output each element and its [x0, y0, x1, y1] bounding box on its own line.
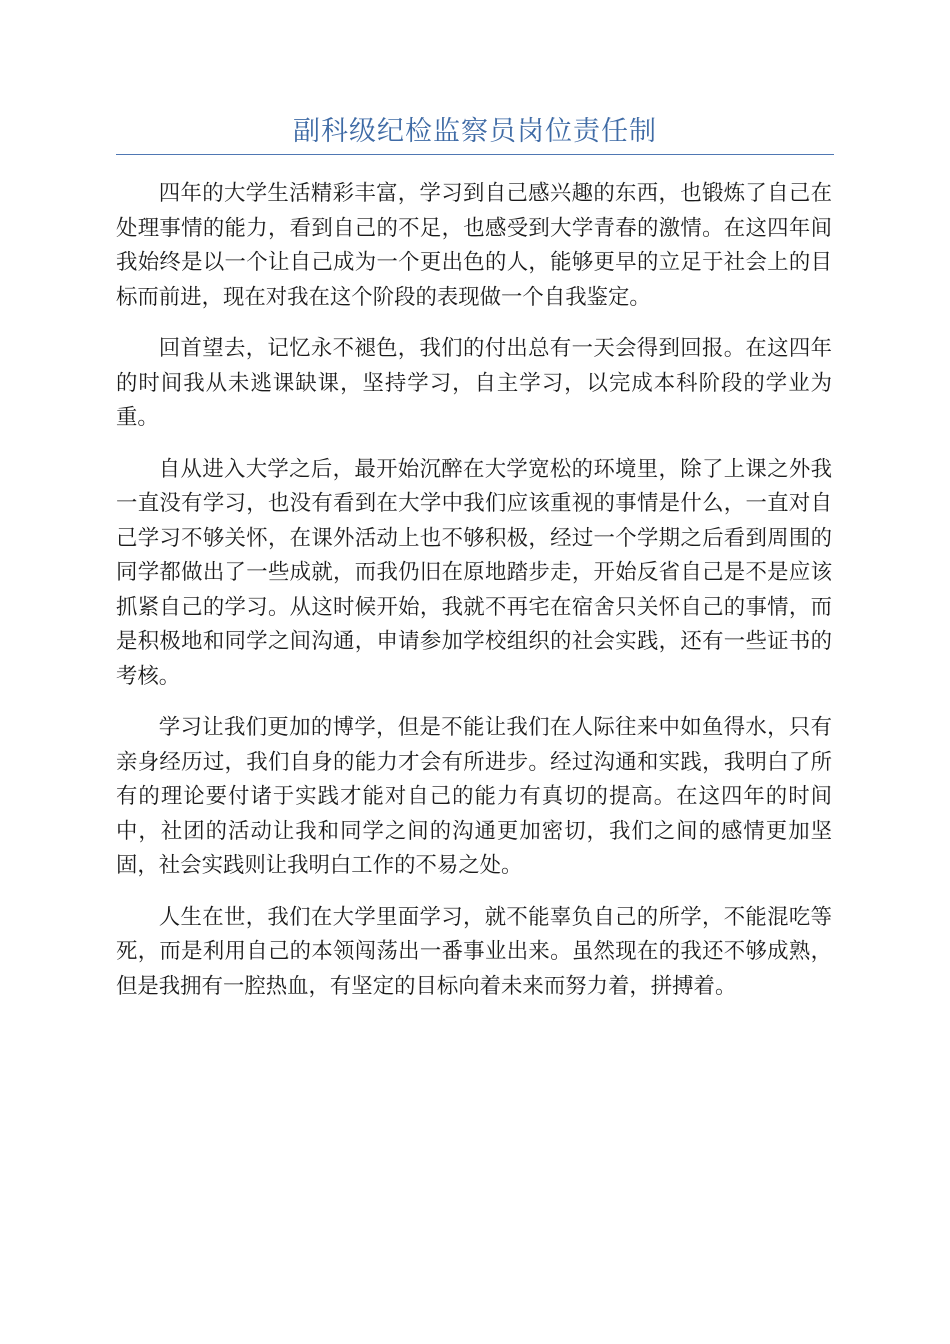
paragraph-4: 学习让我们更加的博学，但是不能让我们在人际往来中如鱼得水，只有亲身经历过，我们自身的能力才会有所进步。经过沟通和实践，我明白了所有的理论要付诸于实践才能对自己的能力有真切的提高。在这四年的时间中，社团的活动让我和同学之间的沟通更加密切，我们之间的感情更加坚固，社会实践则让我明白工作的不易之处。 — [116, 715, 832, 878]
paragraph-5: 人生在世，我们在大学里面学习，就不能辜负自己的所学，不能混吃等死，而是利用自己的本领闯荡出一番事业出来。虽然现在的我还不够成熟，但是我拥有一腔热血，有坚定的目标向着未来而努力着，拼搏着。 — [116, 904, 832, 999]
paragraph-1: 四年的大学生活精彩丰富，学习到自己感兴趣的东西，也锻炼了自己在处理事情的能力，看到自己的不足，也感受到大学青春的激情。在这四年间我始终是以一个让自己成为一个更出色的人，能够更早的立足于社会上的目标而前进，现在对我在这个阶段的表现做一个自我鉴定。 — [116, 181, 832, 310]
paragraph-2: 回首望去，记忆永不褪色，我们的付出总有一天会得到回报。在这四年的时间我从未逃课缺课，坚持学习，自主学习，以完成本科阶段的学业为重。 — [116, 336, 832, 430]
paragraph-3: 自从进入大学之后，最开始沉醉在大学宽松的环境里，除了上课之外我一直没有学习，也没有看到在大学中我们应该重视的事情是什么，一直对自己学习不够关怀，在课外活动上也不够积极，经过一个学期之后看到周围的同学都做出了一些成就，而我仍旧在原地踏步走，开始反省自己是不是应该抓紧自己的学习。从这时候开始，我就不再宅在宿舍只关怀自己的事情，而是积极地和同学之间沟通，申请参加学校组织的社会实践，还有一些证书的考核。 — [116, 456, 832, 689]
title-underline — [116, 154, 834, 155]
document-body — [116, 177, 832, 1021]
document-title: 副科级纪检监察员岗位责任制 — [293, 116, 657, 147]
